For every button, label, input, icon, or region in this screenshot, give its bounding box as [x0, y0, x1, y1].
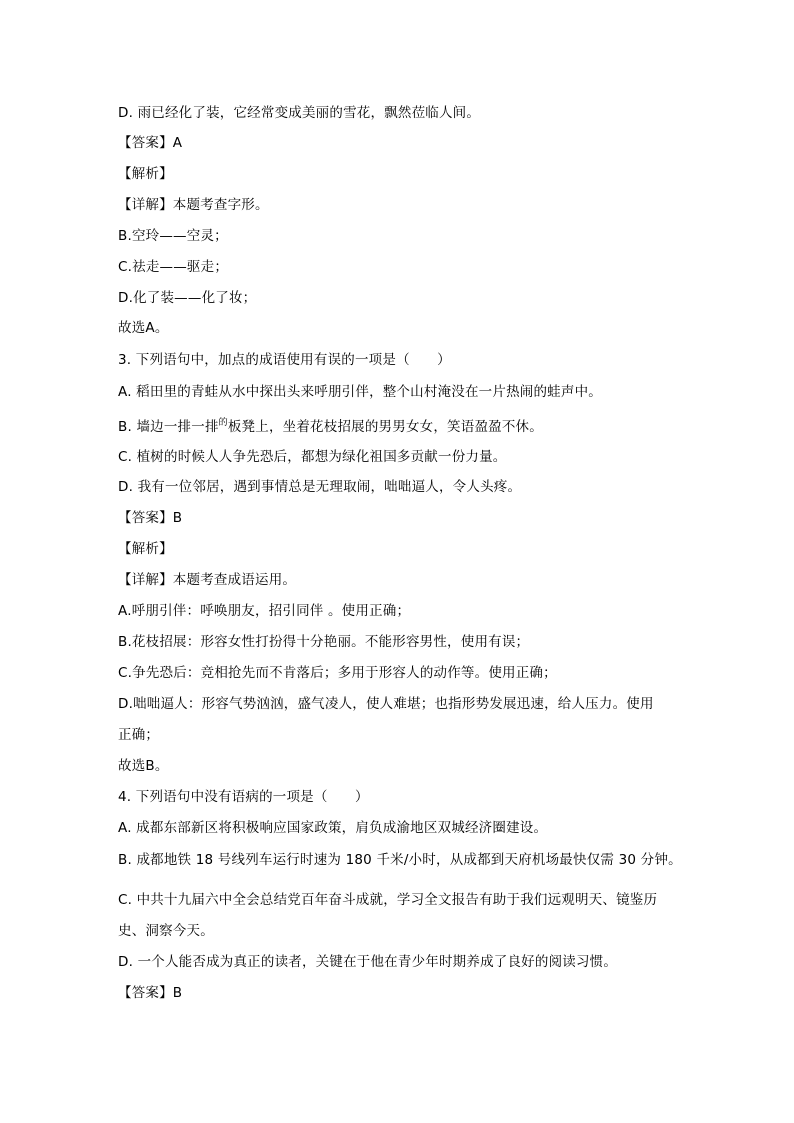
q3-detail: 【详解】本题考查成语运用。 [118, 572, 297, 588]
q3-option-b-sup: 的 [218, 418, 228, 428]
q3-option-b [118, 418, 543, 438]
q3-option-b-pre: B. 墙边一排一排 [118, 419, 219, 435]
q3-conclusion: 故选B。 [118, 758, 169, 774]
q2-detail: 【详解】本题考查字形。 [118, 197, 269, 213]
q3-option-d: D. 我有一位邻居，遇到事情总是无理取闹，咄咄逼人，令人头疼。 [118, 479, 522, 495]
q4-stem: 4. 下列语句中没有语病的一项是（ ） [118, 789, 369, 805]
q3-answer: 【答案】B [118, 510, 183, 526]
q3-explanation: C.争先恐后：竞相抢先而不肯落后；多用于形容人的动作等。使用正确； [118, 665, 557, 681]
q3-option-c: C. 植树的时候人人争先恐后，都想为绿化祖国多贡献一份力量。 [118, 449, 507, 465]
q4-option-b: B. 成都地铁 18 号线列车运行时速为 180 千米/小时，从成都到天府机场最快仅需 30 分钟。 [118, 852, 682, 868]
q3-stem: 3. 下列语句中，加点的成语使用有误的一项是（ ） [118, 352, 451, 368]
q2-explanation: B.空玲——空灵； [118, 228, 228, 244]
q2-conclusion: 故选A。 [118, 320, 169, 336]
q3-option-a: A. 稻田里的青蛙从水中探出头来呼朋引伴，整个山村淹没在一片热闹的蛙声中。 [118, 384, 602, 400]
q2-option-d: D. 雨已经化了装，它经常变成美丽的雪花，飘然莅临人间。 [118, 105, 481, 121]
q3-analysis-heading: 【解析】 [118, 541, 173, 557]
q4-option-c: C. 中共十九届六中全会总结党百年奋斗成就，学习全文报告有助于我们远观明天、镜鉴历 [118, 892, 658, 908]
q2-analysis-heading: 【解析】 [118, 166, 173, 182]
q3-explanation: A.呼朋引伴：呼唤朋友，招引同伴 。使用正确； [118, 603, 411, 619]
q4-option-d: D. 一个人能否成为真正的读者，关键在于他在青少年时期养成了良好的阅读习惯。 [118, 954, 618, 970]
q2-explanation: D.化了装——化了妆； [118, 290, 257, 306]
q2-explanation: C.祛走——驱走； [118, 259, 229, 275]
q3-explanation-cont: 正确； [118, 727, 160, 743]
q4-option-c-cont: 史、洞察今天。 [118, 923, 214, 939]
q2-answer: 【答案】A [118, 135, 183, 151]
q3-explanation: B.花枝招展：形容女性打扮得十分艳丽。不能形容男性，使用有误； [118, 634, 530, 650]
q3-explanation: D.咄咄逼人：形容气势汹汹，盛气凌人，使人难堪；也指形势发展迅速，给人压力。使用 [118, 696, 654, 712]
q4-answer: 【答案】B [118, 985, 183, 1001]
q4-option-a: A. 成都东部新区将积极响应国家政策，肩负成渝地区双城经济圈建设。 [118, 820, 548, 836]
q3-option-b-post: 板凳上，坐着花枝招展的男男女女，笑语盈盈不休。 [227, 419, 543, 435]
